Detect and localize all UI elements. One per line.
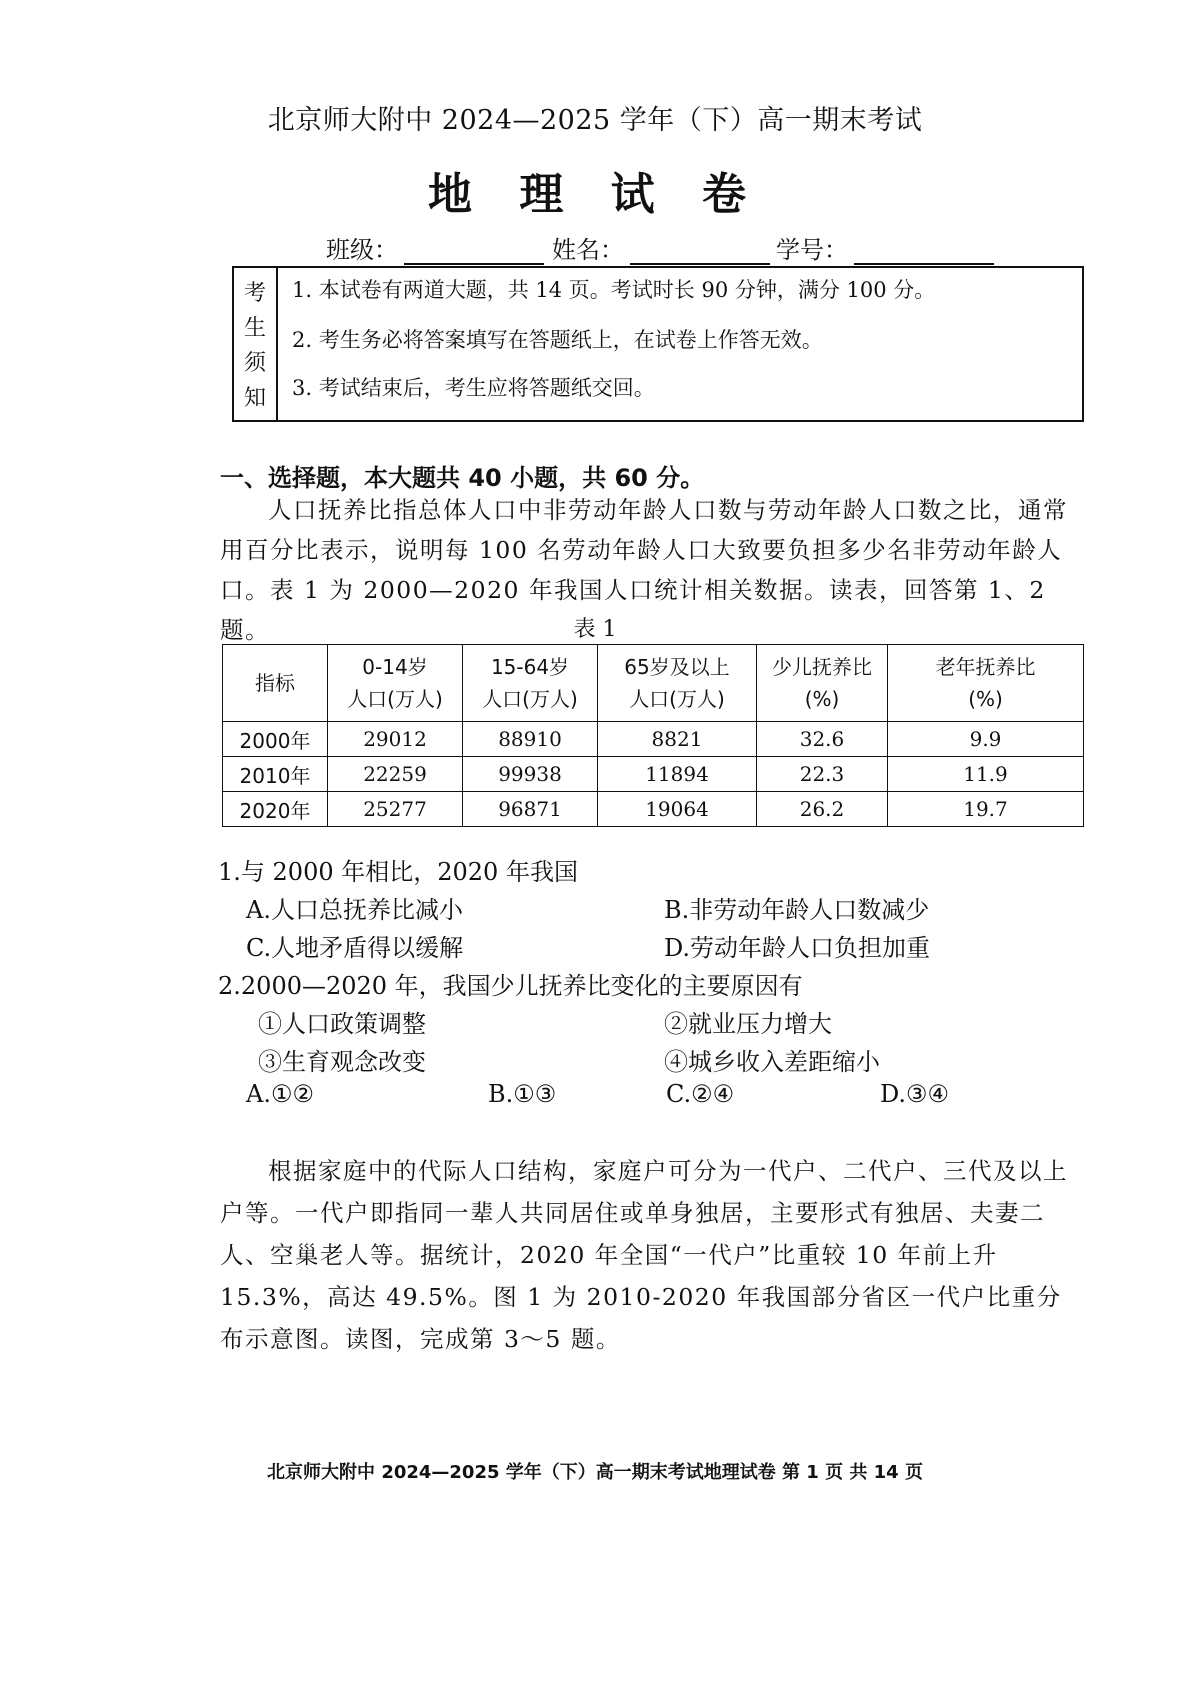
table-row	[223, 722, 1084, 757]
subject-title: 地 理 试 卷	[428, 169, 762, 220]
table-header-cell: 老年抚养比 (%)	[888, 645, 1084, 722]
table-cell: 22.3	[757, 757, 888, 792]
question-1-option-c[interactable]: C.人地矛盾得以缓解	[246, 934, 464, 962]
table-cell: 11.9	[888, 757, 1084, 792]
class-label: 班级：	[326, 236, 398, 264]
notice-item: 3. 考试结束后，考生应将答题纸交回。	[292, 376, 655, 400]
table-cell: 25277	[328, 792, 463, 827]
table-cell: 88910	[463, 722, 598, 757]
table-cell: 26.2	[757, 792, 888, 827]
table-header-cell: 指标	[223, 645, 328, 722]
table-cell: 8821	[598, 722, 757, 757]
table-cell: 9.9	[888, 722, 1084, 757]
table-cell: 19.7	[888, 792, 1084, 827]
table-cell: 2020年	[223, 792, 328, 827]
question-2-statement: ②就业压力增大	[664, 1010, 832, 1038]
table-caption: 表 1	[573, 617, 617, 642]
table-cell: 99938	[463, 757, 598, 792]
class-blank[interactable]	[404, 237, 544, 265]
section-heading: 一、选择题，本大题共 40 小题，共 60 分。	[220, 464, 705, 492]
notice-label: 考 生 须 知	[234, 268, 278, 420]
table-cell: 2010年	[223, 757, 328, 792]
question-2-option-b[interactable]: B.①③	[488, 1080, 557, 1108]
exam-notice-box	[232, 266, 1084, 422]
intro-passage: 人口抚养比指总体人口中非劳动年龄人口数与劳动年龄人口数之比，通常用百分比表示，说明每 100 名劳动年龄人口大致要负担多少名非劳动年龄人口。表 1 为 2000—2020 年我国人口统计相关数据。读表，回答第 1、2 题。	[220, 496, 1068, 644]
table-cell: 11894	[598, 757, 757, 792]
table-cell: 22259	[328, 757, 463, 792]
question-2-statement: ①人口政策调整	[258, 1010, 426, 1038]
question-2-option-a[interactable]: A.①②	[246, 1080, 314, 1108]
student-id-blank[interactable]	[854, 237, 994, 265]
table-header-row	[223, 645, 1084, 722]
question-2-option-c[interactable]: C.②④	[666, 1080, 735, 1108]
question-1-option-a[interactable]: A.人口总抚养比减小	[246, 896, 463, 924]
notice-item: 1. 本试卷有两道大题，共 14 页。考试时长 90 分钟，满分 100 分。	[292, 278, 936, 302]
table-header-cell: 15-64岁 人口(万人)	[463, 645, 598, 722]
table-cell: 19064	[598, 792, 757, 827]
question-2-statement: ③生育观念改变	[258, 1048, 426, 1076]
question-1-option-d[interactable]: D.劳动年龄人口负担加重	[664, 934, 931, 962]
question-1-option-b[interactable]: B.非劳动年龄人口数减少	[664, 896, 930, 924]
table-cell: 29012	[328, 722, 463, 757]
table-cell: 2000年	[223, 722, 328, 757]
table-header-cell: 少儿抚养比 (%)	[757, 645, 888, 722]
question-2-stem: 2.2000—2020 年，我国少儿抚养比变化的主要原因有	[218, 972, 803, 1000]
table-header-cell: 0-14岁 人口(万人)	[328, 645, 463, 722]
table-row	[223, 757, 1084, 792]
question-2-statement: ④城乡收入差距缩小	[664, 1048, 880, 1076]
name-blank[interactable]	[630, 237, 770, 265]
exam-header-title: 北京师大附中 2024—2025 学年（下）高一期末考试	[267, 105, 923, 136]
name-label: 姓名：	[552, 236, 624, 264]
notice-item: 2. 考生务必将答案填写在答题纸上，在试卷上作答无效。	[292, 328, 823, 352]
question-1-stem: 1.与 2000 年相比，2020 年我国	[218, 858, 578, 886]
student-id-label: 学号：	[776, 236, 848, 264]
table-cell: 32.6	[757, 722, 888, 757]
table-row	[223, 792, 1084, 827]
table-cell: 96871	[463, 792, 598, 827]
page-footer: 北京师大附中 2024—2025 学年（下）高一期末考试地理试卷 第 1 页 共 14 页	[267, 1462, 923, 1483]
question-2-option-d[interactable]: D.③④	[880, 1080, 950, 1108]
population-table	[222, 644, 1084, 827]
passage-household: 根据家庭中的代际人口结构，家庭户可分为一代户、二代户、三代及以上户等。一代户即指同一辈人共同居住或单身独居，主要形式有独居、夫妻二人、空巢老人等。据统计，2020 年全国“一代户”比重较 10 年前上升 15.3%，高达 49.5%。图 1 为 2010-2020 年我国部分省区一代户比重分布示意图。读图，完成第 3～5 题。	[220, 1157, 1068, 1353]
student-id-field	[776, 230, 994, 265]
name-field	[552, 230, 770, 265]
class-field	[326, 230, 544, 265]
table-header-cell: 65岁及以上 人口(万人)	[598, 645, 757, 722]
